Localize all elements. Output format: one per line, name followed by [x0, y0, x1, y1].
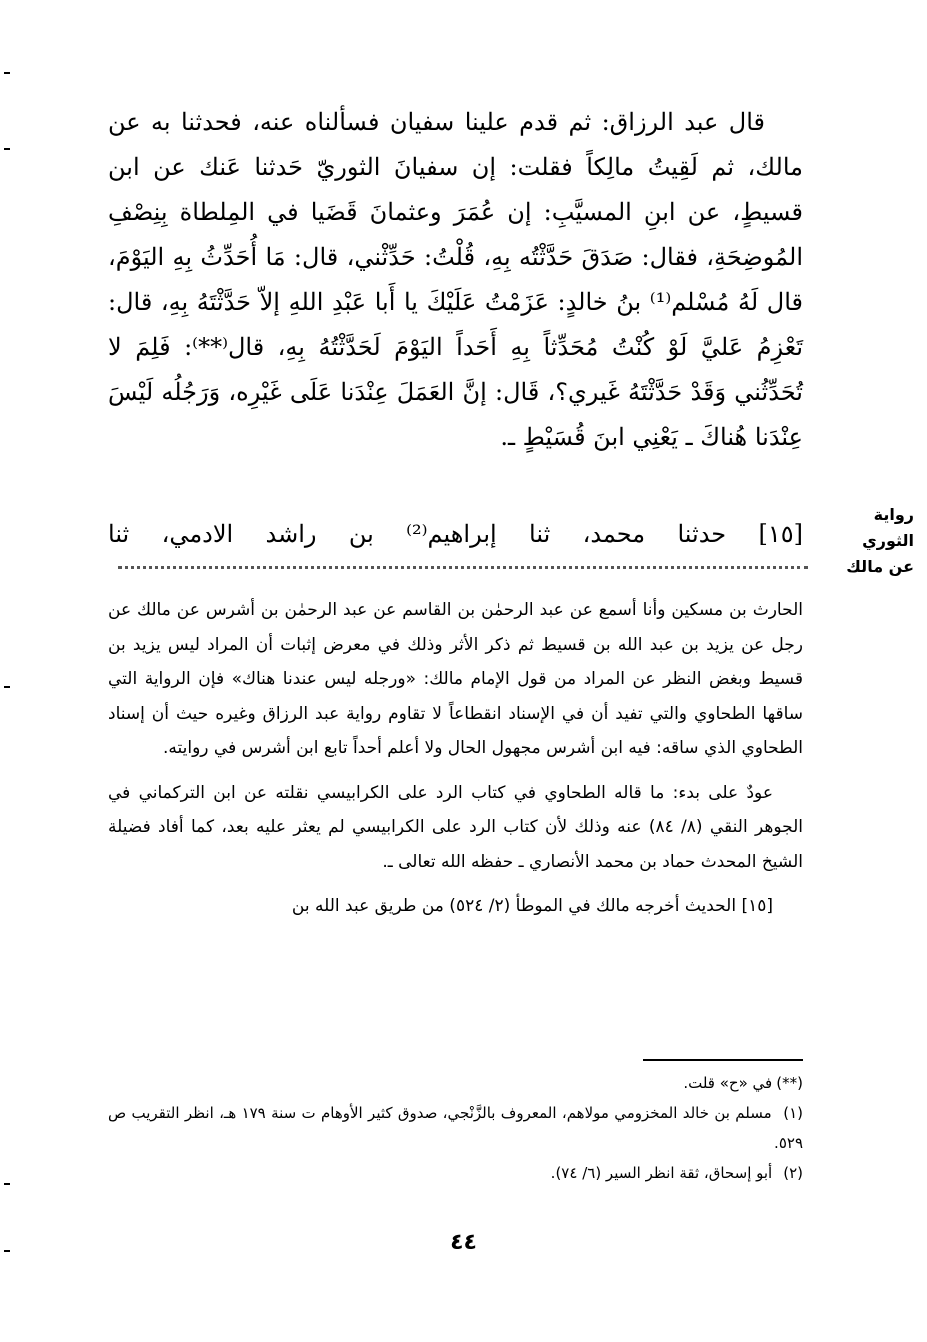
commentary-paragraph: [١٥] الحديث أخرجه مالك في الموطأ (٢/ ٥٢٤) من طريق عبد الله بن [291, 896, 773, 916]
footnote-text: مسلم بن خالد المخزومي مولاهم، المعروف بالزَّنْجي، صدوق كثير الأوهام ت سنة ١٧٩ هـ، انظر التقريب ص ٥٢٩. [108, 1104, 803, 1152]
footnote-number: (٢) [783, 1164, 803, 1182]
margin-note-line: عن مالك [846, 557, 914, 576]
commentary-paragraph: الحارث بن مسكين وأنا أسمع عن عبد الرحمٰن بن القاسم عن عبد الرحمٰن بن أشرس عن مالك عن رجل عن يزيد بن عبد الله بن قسيط ثم ذكر الأثر وذلك في معرض إثبات أن المراد ليس يزيد بن قسيط وبغض النظر عن المراد من قول الإمام مالك: «ورجله ليس عندنا هناك» فإن الرواية التي ساقها الطحاوي والتي تفيد أن في الإسناد انقطاعاً لا تقاوم رواية عبد الرزاق وغيره حيث أن إسناد الطحاوي الذي ساقه: فيه ابن أشرس مجهول الحال ولا أعلم أحداً تابع ابن أشرس في روايته. [108, 600, 803, 758]
commentary-section [108, 593, 803, 934]
main-text [108, 100, 803, 460]
scan-edge-mark [4, 686, 10, 688]
footnote [108, 1098, 803, 1158]
footnote-number: (**) [776, 1074, 803, 1092]
dotted-separator [118, 566, 808, 569]
footnote-number: (١) [783, 1104, 803, 1122]
main-paragraph: قال عبد الرزاق: ثم قدم علينا سفيان فسألناه عنه، فحدثنا به عن مالك، ثم لَقِيتُ مالِكاً فقلت: إن سفيانَ الثوريّ حَدثنا عَنك عن ابن قسيطٍ، عن ابنِ المسيَّبِ: إن عُمَرَ وعثمانَ قَضَيا في المِلطاة بِنِصْفِ المُوضِحَةِ، فقال: صَدَقَ حَدَّثْتُه بِهِ، قُلْتُ: حَدِّثْني، قال: مَا أُحَدِّثُ بِهِ اليَوْمَ، قال لَهُ مُسْلم⁽¹⁾ بنُ خالدٍ: عَزَمْتُ عَلَيْكَ يا أَبا عَبْدِ اللهِ إلاّ حَدَّثْتَهُ بِهِ، قال: تَعْزِمُ عَليَّ لَوْ كُنْتُ مُحَدِّثاً بِهِ أَحَداً اليَوْمَ لَحَدَّثْتُهُ بِهِ، قال⁽**⁾: فَلِمَ لا تُحَدِّثُني وَقَدْ حَدَّثْتَهُ غَيري؟، قَال: إنَّ العَمَلَ عِنْدَنا عَلَى غَيْرِه، وَرَجُلُه لَيْسَ عِنْدَنا هُناكَ ـ يَعْنِي ابنَ قُسَيْطٍ ـ. [108, 108, 803, 451]
footnote-text: في «ح» قلت. [683, 1074, 773, 1092]
footnote [108, 1068, 803, 1098]
scan-edge-mark [4, 148, 10, 150]
footnote-rule [643, 1059, 803, 1061]
commentary-paragraph: عودٌ على بدء: ما قاله الطحاوي في كتاب الرد على الكرابيسي نقلته عن ابن التركماني في الجوهر النقي (٨/ ٨٤) عنه وذلك لأن كتاب الرد على الكرابيسي لم يعثر عليه بعد، كما أفاد فضيلة الشيخ المحدث حماد بن محمد الأنصاري ـ حفظه الله تعالى ـ. [108, 782, 803, 872]
footnote-text: أبو إسحاق، ثقة انظر السير (٦/ ٧٤). [550, 1164, 773, 1182]
page-number: ٤٤ [450, 1230, 477, 1255]
scan-edge-mark [4, 72, 10, 74]
footnotes [108, 1068, 803, 1188]
margin-note-line: رواية الثوري [862, 505, 914, 550]
footnote [108, 1158, 803, 1188]
margin-note [818, 502, 914, 580]
hadith-heading-line: [١٥] حدثنا محمد، ثنا إبراهيم⁽²⁾ بن راشد الادمي، ثنا [108, 520, 803, 548]
scan-edge-mark [4, 1183, 10, 1185]
